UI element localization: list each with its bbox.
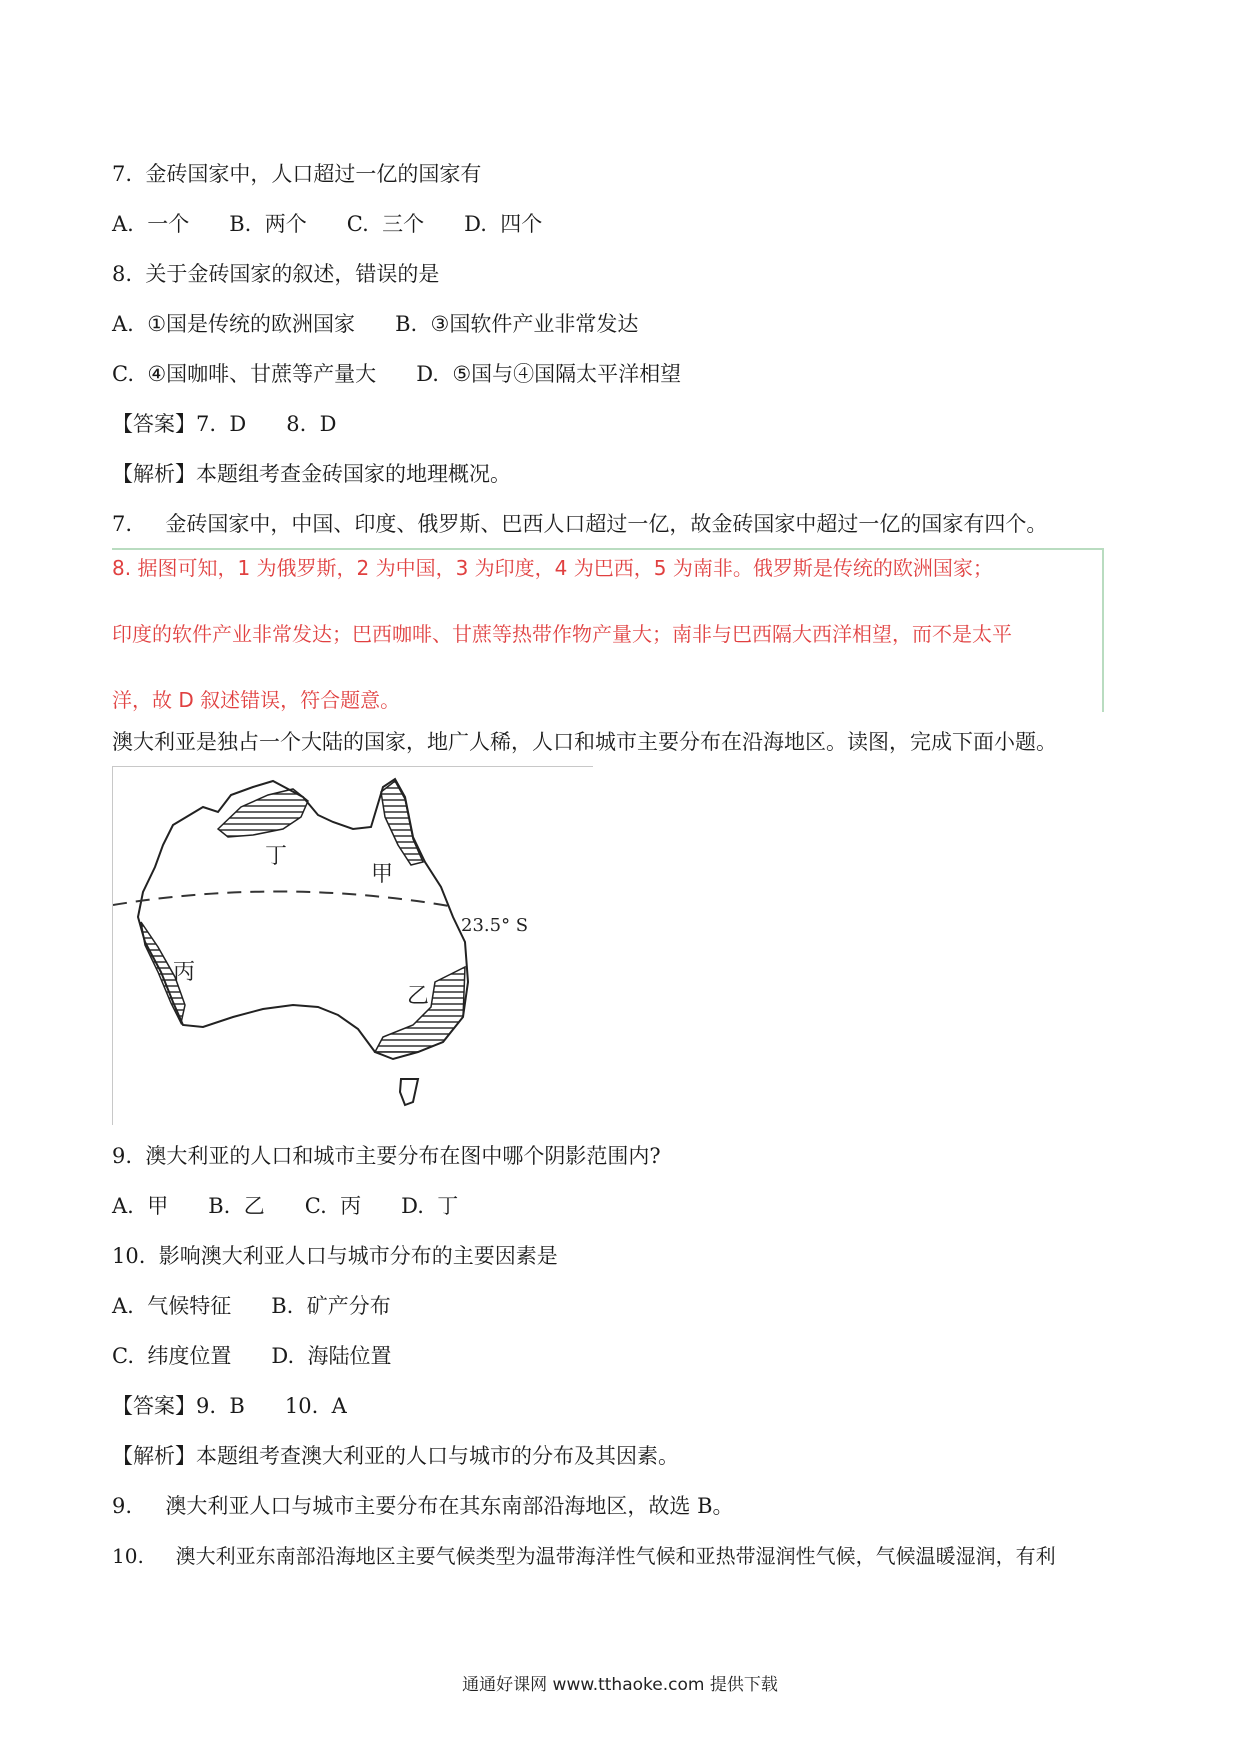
answer-7-8: 【答案】7. D 8. D — [112, 412, 337, 436]
explanation-8-line-2: 印度的软件产业非常发达；巴西咖啡、甘蔗等热带作物产量大；南非与巴西隔大西洋相望，而不是太平 — [112, 622, 1012, 646]
explanation-9: 9. 澳大利亚人口与城市主要分布在其东南部沿海地区，故选 B。 — [112, 1494, 734, 1518]
explanation-7: 7. 金砖国家中，中国、印度、俄罗斯、巴西人口超过一亿，故金砖国家中超过一亿的国家有四个。 — [112, 512, 1048, 536]
question-10-stem: 10. 影响澳大利亚人口与城市分布的主要因素是 — [112, 1244, 558, 1268]
region-ding-label: 丁 — [265, 844, 288, 869]
region-jia-label: 甲 — [371, 862, 394, 887]
question-8-options-ab: A. ①国是传统的欧洲国家 B. ③国软件产业非常发达 — [112, 312, 639, 336]
question-8-options-cd: C. ④国咖啡、甘蔗等产量大 D. ⑤国与④国隔太平洋相望 — [112, 362, 682, 386]
question-10-options-ab: A. 气候特征 B. 矿产分布 — [112, 1294, 391, 1318]
region-jia-shade — [381, 781, 423, 865]
question-7-options: A. 一个 B. 两个 C. 三个 D. 四个 — [112, 212, 543, 236]
analysis-7-8: 【解析】本题组考查金砖国家的地理概况。 — [112, 462, 511, 486]
region-bing-label: 丙 — [173, 960, 196, 985]
region-ding-shade — [218, 789, 308, 837]
explanation-10: 10. 澳大利亚东南部沿海地区主要气候类型为温带海洋性气候和亚热带湿润性气候，气候温暖湿润，有利 — [112, 1544, 1056, 1568]
question-10-options-cd: C. 纬度位置 D. 海陆位置 — [112, 1344, 392, 1368]
explanation-8-line-1: 8. 据图可知，1 为俄罗斯，2 为中国，3 为印度，4 为巴西，5 为南非。俄罗斯是传统的欧洲国家； — [112, 556, 993, 580]
question-8-stem: 8. 关于金砖国家的叙述，错误的是 — [112, 262, 440, 286]
analysis-9-10: 【解析】本题组考查澳大利亚的人口与城市的分布及其因素。 — [112, 1444, 679, 1468]
question-7-stem: 7. 金砖国家中，人口超过一亿的国家有 — [112, 162, 482, 186]
australia-map-drawing — [113, 767, 593, 1125]
page-footer: 通通好课网 www.tthaoke.com 提供下载 — [462, 1675, 778, 1695]
australia-map — [112, 766, 593, 1125]
latitude-label: 23.5° S — [461, 915, 529, 936]
tropic-of-capricorn-line — [113, 891, 455, 907]
explanation-8-line-3: 洋，故 D 叙述错误，符合题意。 — [112, 688, 401, 712]
australia-intro: 澳大利亚是独占一个大陆的国家，地广人稀，人口和城市主要分布在沿海地区。读图，完成下面小题。 — [112, 730, 1057, 754]
australia-outline — [138, 779, 468, 1059]
question-9-stem: 9. 澳大利亚的人口和城市主要分布在图中哪个阴影范围内? — [112, 1144, 661, 1168]
answer-9-10: 【答案】9. B 10. A — [112, 1394, 347, 1418]
tasmania-outline — [400, 1079, 418, 1105]
region-yi-label: 乙 — [407, 984, 430, 1009]
question-9-options: A. 甲 B. 乙 C. 丙 D. 丁 — [112, 1194, 459, 1218]
